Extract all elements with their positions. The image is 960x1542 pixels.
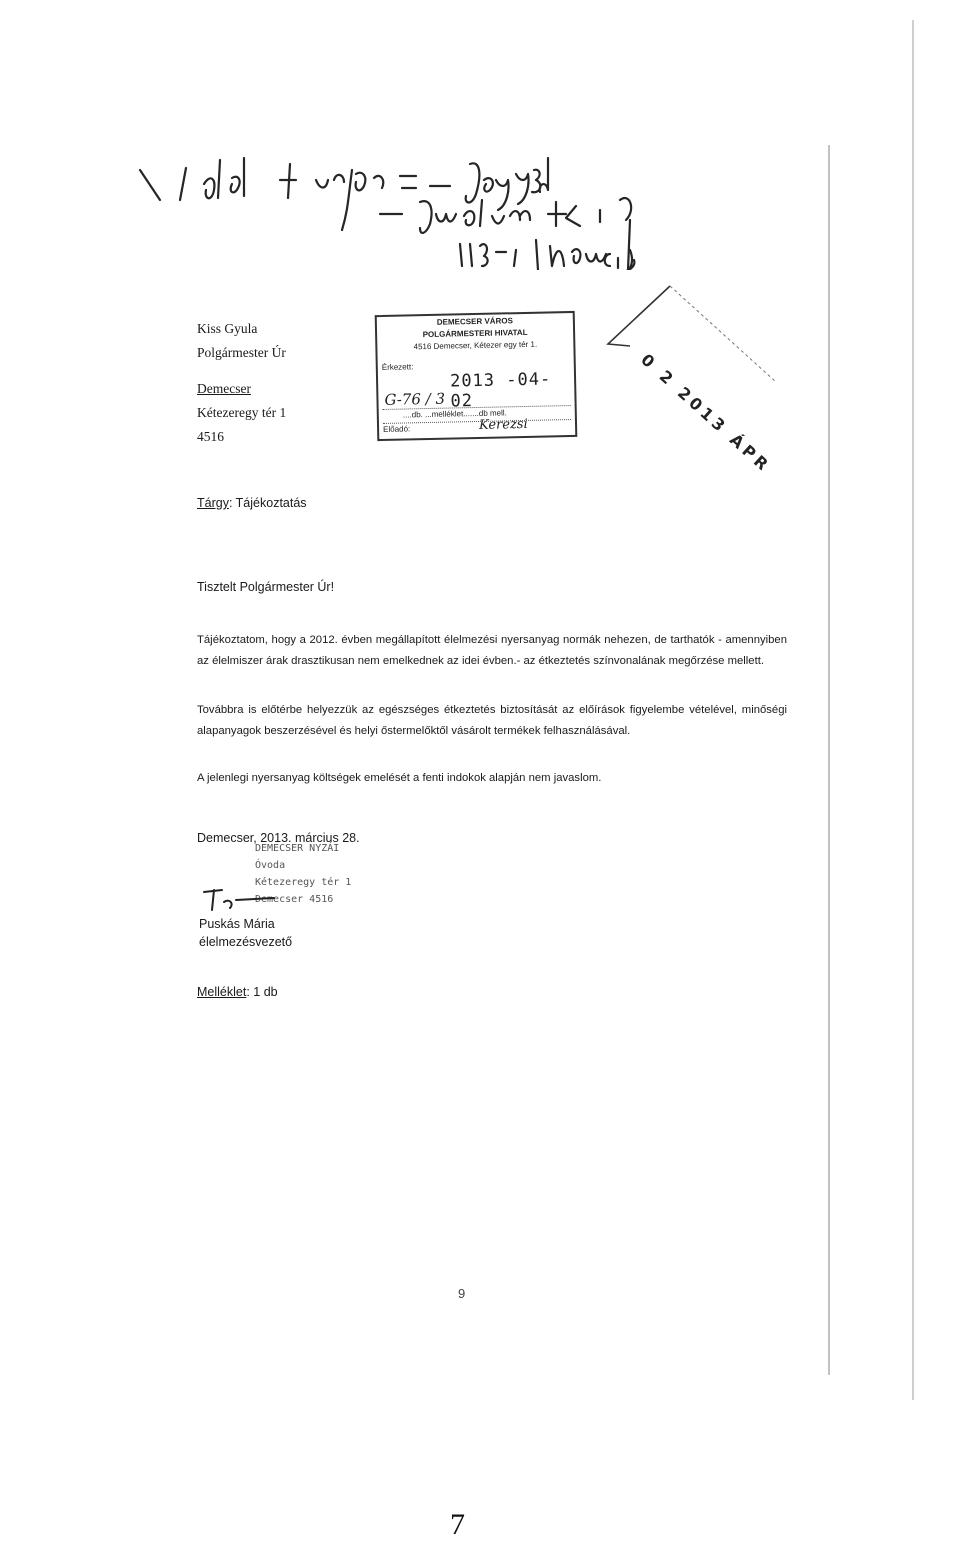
outer-page-number: 7 (450, 1508, 465, 1541)
subject-label: Tárgy (197, 496, 229, 510)
recipient-zip: 4516 (197, 429, 224, 444)
body-paragraph: Továbbra is előtérbe helyezzük az egészséges étkeztetés biztosítását az előírások figyelembe vételével, minőségi alapanyagok beszerzésével és helyi őstermelőktől vásárolt termékek felhasználásával. (197, 704, 787, 737)
stamp-header-1: DEMECSER VÁROS (436, 316, 513, 327)
registry-stamp (375, 311, 578, 441)
institution-stamp-line: DEMECSER NYZÁI (255, 843, 340, 854)
salutation: Tisztelt Polgármester Úr! (197, 580, 335, 594)
institution-stamp-line: Kétezeregy tér 1 (255, 877, 352, 888)
stamp-count-row: ....db. ...melléklet.......db mell. (402, 408, 507, 420)
stamp-divider (383, 419, 571, 424)
handwritten-notes (120, 150, 720, 270)
signer-name: Puskás Mária (199, 917, 275, 931)
stamp-number: G-76 / 3 (384, 389, 446, 409)
stamp-header-3: 4516 Demecser, Kétezer egy tér 1. (413, 339, 538, 352)
body-paragraph: Tájékoztatom, hogy a 2012. évben megállapított élelmezési nyersanyag normák nehezen, de tarthatók - amennyiben az élelmiszer árak drasztikusan nem emelkednek az idei évben.- az étkeztetés színvonalának megőrzése mellett. (197, 634, 787, 667)
stamp-received-label: Érkezett: (381, 362, 414, 372)
scan-edge-line (912, 20, 914, 1400)
attachment-label: Melléklet (197, 985, 247, 999)
body-paragraph: A jelenlegi nyersanyag költségek emelését a fenti indokok alapján nem javaslom. (197, 772, 602, 784)
signer-role: élelmezésvezető (199, 935, 293, 949)
recipient-city: Demecser (197, 381, 251, 396)
place-and-date: Demecser, 2013. március 28. (197, 831, 360, 845)
attachment-text: : 1 db (246, 985, 278, 999)
stamp-handler-label: Előadó: (383, 424, 411, 434)
date-stamp-text: 0 2 2013 ÁPR (637, 350, 775, 477)
attachment-line (197, 985, 278, 999)
stamp-header-2: POLGÁRMESTERI HIVATAL (422, 327, 528, 340)
recipient-name: Kiss Gyula (197, 321, 258, 336)
signer-block (199, 915, 292, 951)
subject-text: : Tájékoztatás (228, 496, 307, 510)
subject-line (197, 496, 307, 510)
recipient-address (197, 317, 286, 449)
inner-page-number: 9 (458, 1286, 466, 1301)
recipient-title: Polgármester Úr (197, 345, 286, 360)
institution-stamp-line: Óvoda (255, 860, 286, 871)
institution-stamp-line: Demecser 4516 (255, 894, 334, 905)
recipient-street: Kétezeregy tér 1 (197, 405, 287, 420)
stamp-received-date: 2013 -04- 02 (449, 369, 552, 412)
stamp-handler-value: Kerezsi (478, 416, 528, 433)
handwritten-signature (200, 880, 280, 920)
scan-edge-line (828, 145, 830, 1375)
